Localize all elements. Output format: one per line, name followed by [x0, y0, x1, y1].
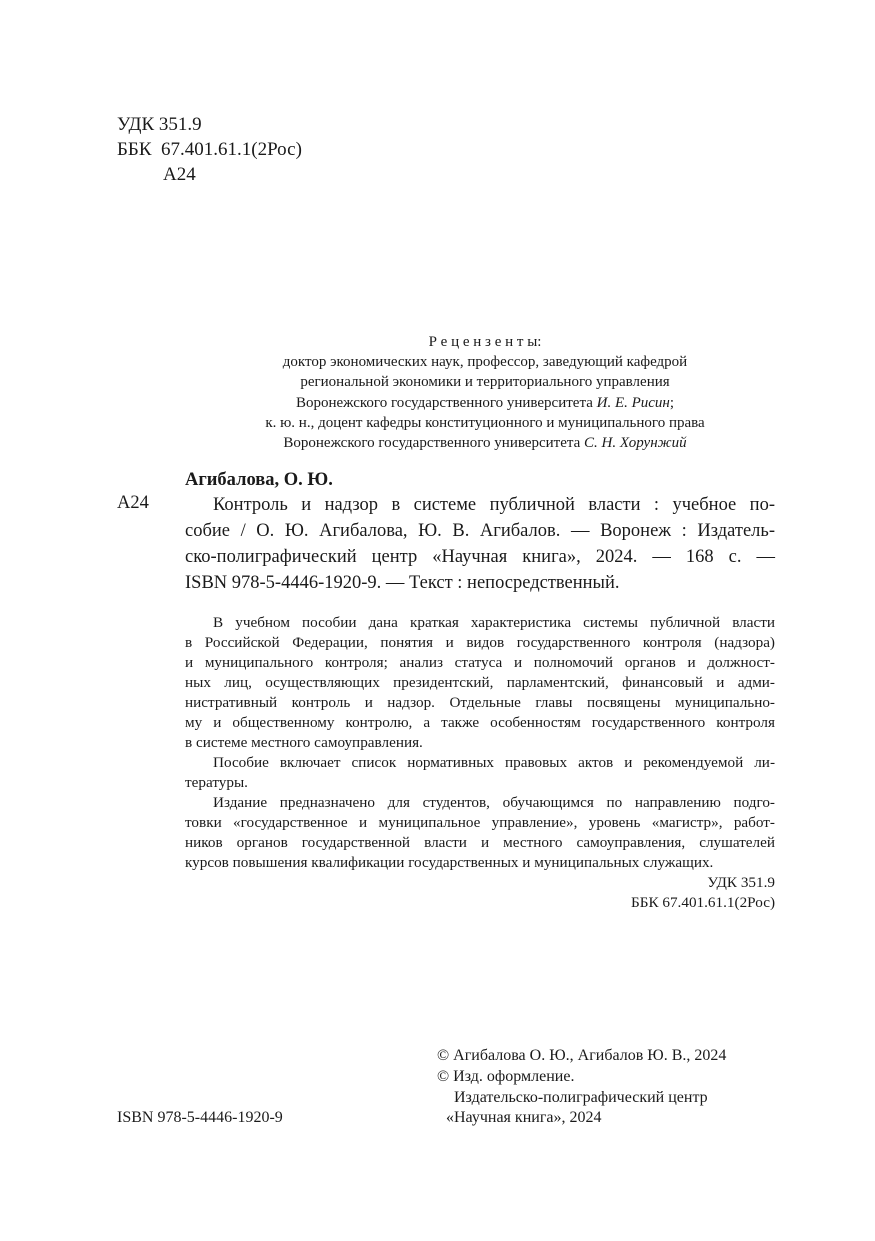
bib-line: Контроль и надзор в системе публичной власти : учебное по-	[213, 495, 775, 515]
abstract-line: в Российской Федерации, понятия и видов государственного контроля (надзора)	[185, 634, 775, 651]
abstract-line: ных лиц, осуществляющих президентский, парламентский, финансовый и адми-	[185, 674, 775, 691]
reviewer-affiliation: Воронежского государственного университета	[283, 435, 585, 451]
bib-line: собие / О. Ю. Агибалова, Ю. В. Агибалов. — Воронеж : Издатель-	[185, 521, 775, 541]
reviewer-line	[0, 433, 875, 453]
abstract-line: Пособие включает список нормативных правовых актов и рекомендуемой ли-	[213, 754, 775, 771]
abstract-line: товки «государственное и муниципальное управление», уровень «магистр», работ-	[185, 814, 775, 831]
bbk-code: ББК 67.401.61.1(2Рос)	[117, 139, 302, 160]
abstract-line: курсов повышения квалификации государственных и муниципальных служащих.	[185, 854, 714, 871]
copyright-design: © Изд. оформление.	[437, 1068, 575, 1085]
udk-code: УДК 351.9	[117, 114, 202, 135]
reviewer-line: доктор экономических наук, профессор, заведующий кафедрой	[282, 354, 688, 370]
isbn: ISBN 978-5-4446-1920-9	[117, 1109, 283, 1126]
reviewer-line: к. ю. н., доцент кафедры конституционного и муниципального права	[265, 415, 705, 431]
abstract-line: Издание предназначено для студентов, обучающимся по направлению подго-	[213, 794, 775, 811]
abstract-bbk: ББК 67.401.61.1(2Рос)	[631, 894, 775, 911]
abstract-line: тературы.	[185, 774, 248, 791]
abstract-line: нистративный контроль и надзор. Отдельные главы посвящены муниципально-	[185, 694, 775, 711]
reviewer-line: региональной экономики и территориального управления	[300, 374, 670, 390]
author-sign: А24	[163, 164, 196, 185]
abstract-udk: УДК 351.9	[707, 874, 775, 891]
publisher-name-year: «Научная книга», 2024	[446, 1109, 602, 1126]
reviewer-name: И. Е. Рисин	[596, 395, 670, 411]
bib-line: ско-полиграфический центр «Научная книга», 2024. — 168 с. —	[185, 547, 775, 567]
author-heading: Агибалова, О. Ю.	[185, 470, 333, 490]
abstract-line: В учебном пособии дана краткая характеристика системы публичной власти	[213, 614, 775, 631]
abstract-line: в системе местного самоуправления.	[185, 734, 423, 751]
punctuation: ;	[669, 395, 675, 411]
bib-line: ISBN 978-5-4446-1920-9. — Текст : непосредственный.	[185, 573, 620, 593]
reviewer-name: С. Н. Хорунжий	[584, 435, 687, 451]
reviewer-line	[0, 393, 875, 413]
author-sign: А24	[117, 493, 149, 513]
publisher-name: Издательско-полиграфический центр	[454, 1089, 708, 1106]
abstract-line: ников органов государственной власти и местного самоуправления, слушателей	[185, 834, 775, 851]
reviewers-heading: Р е ц е н з е н т ы:	[428, 334, 542, 350]
abstract-line: и муниципального контроля; анализ статуса и полномочий органов и должност-	[185, 654, 775, 671]
reviewer-affiliation: Воронежского государственного университета	[295, 395, 597, 411]
copyright-authors: © Агибалова О. Ю., Агибалов Ю. В., 2024	[437, 1047, 727, 1064]
abstract-line: му и общественному контролю, а также особенностям государственного контроля	[185, 714, 775, 731]
